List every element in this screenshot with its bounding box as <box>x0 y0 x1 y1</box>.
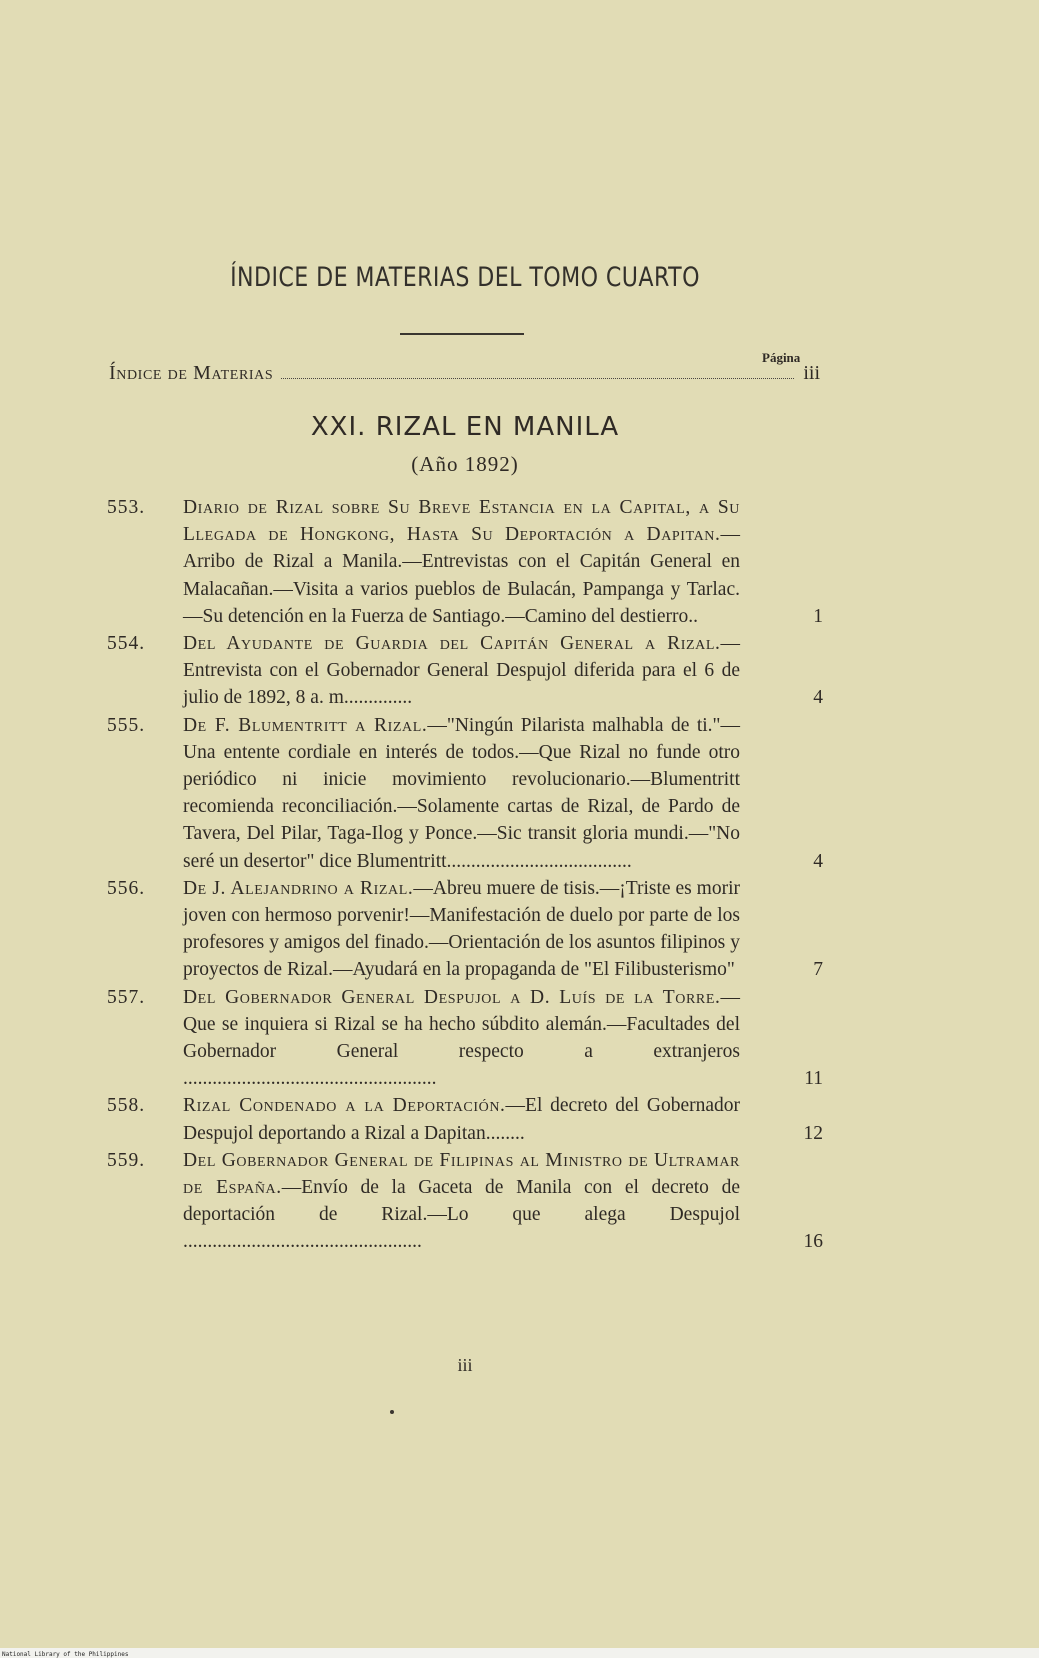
entry-heading: De J. Alejandrino a Rizal. <box>183 877 414 899</box>
entry-heading: Del Gobernador General de Filipinas al Ministro de Ultramar de España. <box>183 1149 740 1199</box>
entry-page: 11 <box>804 1068 823 1090</box>
toc-label: Índice de Materias <box>109 362 274 384</box>
entry-heading: Rizal Condenado a la Deportación. <box>183 1095 506 1117</box>
entry-555 <box>107 712 823 875</box>
library-label: National Library of the Philippines <box>2 1651 129 1658</box>
entry-number: 553. <box>107 497 146 518</box>
section-title: XXI. RIZAL EN MANILA <box>310 412 620 442</box>
entry-554 <box>107 630 823 712</box>
entry-page: 4 <box>813 850 823 872</box>
dot-leader <box>281 378 794 379</box>
title-rule <box>400 333 524 335</box>
entry-page: 12 <box>803 1122 823 1144</box>
scan-footer-strip <box>0 1648 1039 1658</box>
entry-number: 554. <box>107 633 146 655</box>
entries-list <box>107 494 823 1256</box>
entry-heading: Del Gobernador General Despujol a D. Luís de la Torre. <box>183 986 721 1008</box>
entry-number: 555. <box>107 714 146 736</box>
entry-number: 559. <box>107 1149 146 1171</box>
entry-body: —Que se inquiera si Rizal se ha hecho súbdito alemán.—Facultades del Gobernador General respecto a extranjeros .................................................... <box>183 986 740 1090</box>
entry-body: —Envío de la Gaceta de Manila con el decreto de deportación de Rizal.—Lo que alega Despujol ................................................. <box>183 1177 740 1253</box>
entry-heading: De F. Blumentritt a Rizal. <box>183 714 428 736</box>
section-subtitle: (Año 1892) <box>411 452 519 476</box>
entry-558 <box>107 1092 823 1146</box>
entry-page: 4 <box>813 687 823 709</box>
entry-557 <box>107 984 823 1093</box>
entry-body: —"Ningún Pilarista malhabla de ti."—Una entente cordiale en interés de todos.—Que Rizal no funde otro periódico ni inicie movimiento revolucionario.—Blumentritt recomienda reconciliación.—Solamente cartas de Rizal, de Pardo de Tavera, Del Pilar, Taga-Ilog y Ponce.—Sic transit gloria mundi.—"No seré un desertor" dice Blumentritt...................................... <box>183 714 740 872</box>
entry-body: —Arribo de Rizal a Manila.—Entrevistas con el Capitán General en Malacañan.—Visita a varios pueblos de Bulacán, Pampanga y Tarlac.—Su detención en la Fuerza de Santiago.—Camino del destierro.. <box>183 524 740 627</box>
entry-page: 1 <box>813 605 823 627</box>
entry-heading: Del Ayudante de Guardia del Capitán General a Rizal. <box>183 633 721 655</box>
entry-page: 7 <box>813 959 823 981</box>
entry-556 <box>107 875 823 984</box>
entry-body: —Entrevista con el Gobernador General Despujol diferida para el 6 de julio de 1892, 8 a. m.............. <box>183 633 740 709</box>
toc-entry-indice <box>109 362 820 385</box>
pagina-column-header: Página <box>762 350 801 365</box>
ink-speck <box>390 1410 394 1414</box>
entry-heading: Diario de Rizal sobre Su Breve Estancia en la Capital, a Su Llegada de Hongkong, Hasta Su Deportación a Dapitan. <box>183 497 740 546</box>
entry-body: —Abreu muere de tisis.—¡Triste es morir joven con hermoso porvenir!—Manifestación de duelo por parte de los profesores y amigos del finado.—Orientación de los asuntos filipinos y proyectos de Rizal.—Ayudará en la propaganda de "El Filibusterismo" <box>183 877 740 981</box>
entry-559 <box>107 1147 823 1256</box>
footer-page-number: iii <box>457 1355 473 1375</box>
toc-page: iii <box>803 362 820 384</box>
entry-number: 558. <box>107 1095 146 1117</box>
entry-number: 556. <box>107 877 146 899</box>
entry-body: —El decreto del Gobernador Despujol deportando a Rizal a Dapitan........ <box>183 1095 740 1144</box>
entry-page: 16 <box>803 1231 823 1253</box>
entry-number: 557. <box>107 986 146 1008</box>
entry-553 <box>107 494 823 630</box>
page-title: ÍNDICE DE MATERIAS DEL TOMO CUARTO <box>230 262 700 293</box>
